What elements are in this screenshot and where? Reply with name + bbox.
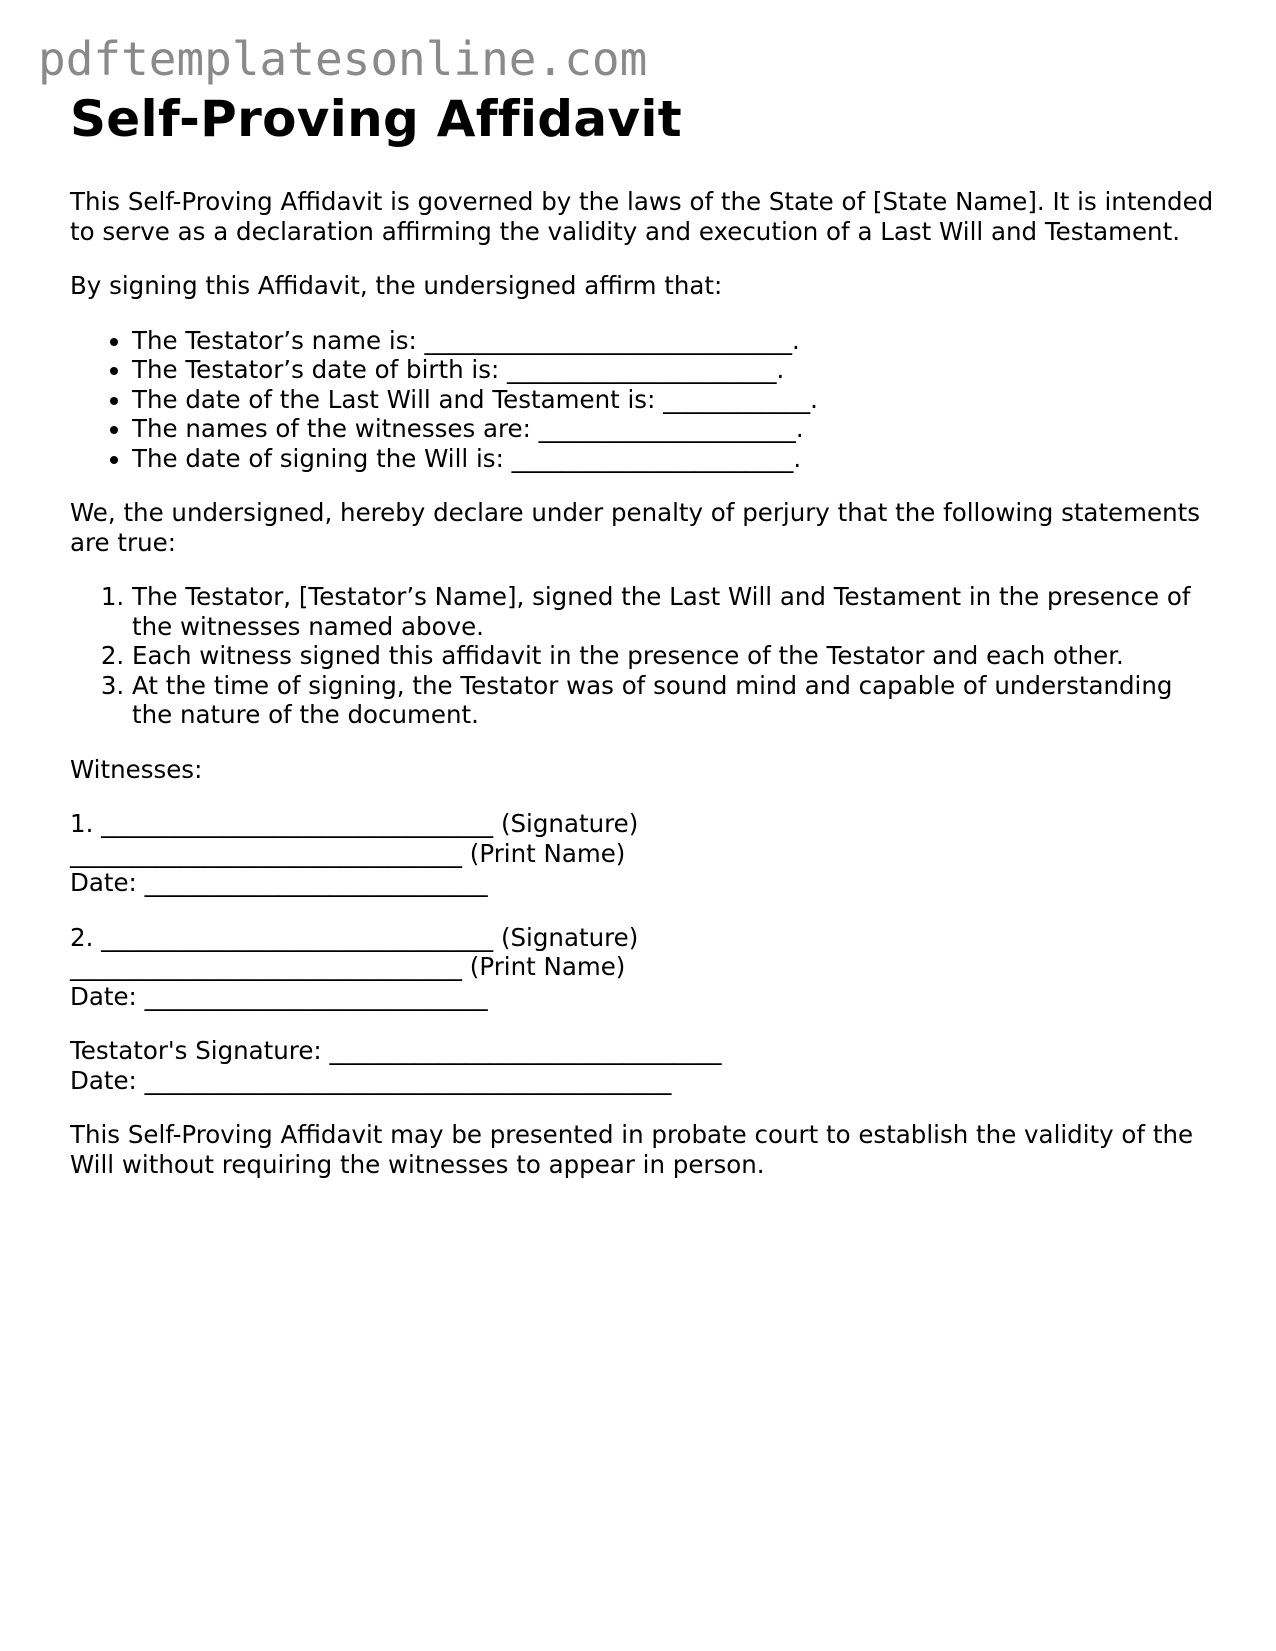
- list-item: • The Testator’s date of birth is: ______________________.: [132, 355, 1220, 385]
- witnesses-label: Witnesses:: [70, 754, 203, 784]
- testator-block: [70, 1036, 1220, 1095]
- list-item: • The names of the witnesses are: _____________________.: [132, 414, 1220, 444]
- declare-lead: We, the undersigned, hereby declare under penalty of perjury that the following statements are true:: [70, 498, 1200, 557]
- watermark: pdftemplatesonline.com: [38, 32, 648, 86]
- affirm-list: [70, 326, 1220, 474]
- witness-2-print-name-line[interactable]: ________________________________ (Print Name): [70, 952, 626, 981]
- witness-2-signature-line[interactable]: 2. ________________________________ (Signature): [70, 922, 639, 952]
- testator-date-line[interactable]: Date: ___________________________________________: [70, 1065, 672, 1095]
- document-page: [70, 92, 1220, 1179]
- witness-block-1: [70, 809, 1220, 898]
- witness-2-date-line[interactable]: Date: ____________________________: [70, 981, 488, 1011]
- affirm-lead: By signing this Affidavit, the undersigned affirm that:: [70, 271, 723, 300]
- witness-block-2: [70, 923, 1220, 1012]
- testator-signature-line[interactable]: Testator's Signature: ________________________________: [70, 1036, 722, 1065]
- list-item: 3. At the time of signing, the Testator was of sound mind and capable of understanding the nature of the document.: [132, 671, 1220, 730]
- declare-list: [70, 582, 1220, 730]
- list-item: • The date of the Last Will and Testament is: ____________.: [132, 385, 1220, 415]
- list-item: • The Testator’s name is: ______________________________.: [132, 326, 1220, 356]
- closing-paragraph: This Self-Proving Affidavit may be presented in probate court to establish the validity of the Will without requiring the witnesses to appear in person.: [70, 1120, 1194, 1179]
- list-item: 1. The Testator, [Testator’s Name], signed the Last Will and Testament in the presence of the witnesses named above.: [132, 582, 1220, 641]
- witness-1-signature-line[interactable]: 1. ________________________________ (Signature): [70, 809, 639, 838]
- witness-1-print-name-line[interactable]: ________________________________ (Print Name): [70, 838, 626, 868]
- intro-paragraph: This Self-Proving Affidavit is governed by the laws of the State of [State Name]. It is intended to serve as a declaration affirming the validity and execution of a Last Will and Testament.: [70, 187, 1214, 246]
- list-item: • The date of signing the Will is: _______________________.: [132, 444, 1220, 474]
- list-item: 2. Each witness signed this affidavit in the presence of the Testator and each other.: [132, 641, 1220, 671]
- witness-1-date-line[interactable]: Date: ____________________________: [70, 868, 488, 897]
- page-title: Self-Proving Affidavit: [70, 90, 682, 148]
